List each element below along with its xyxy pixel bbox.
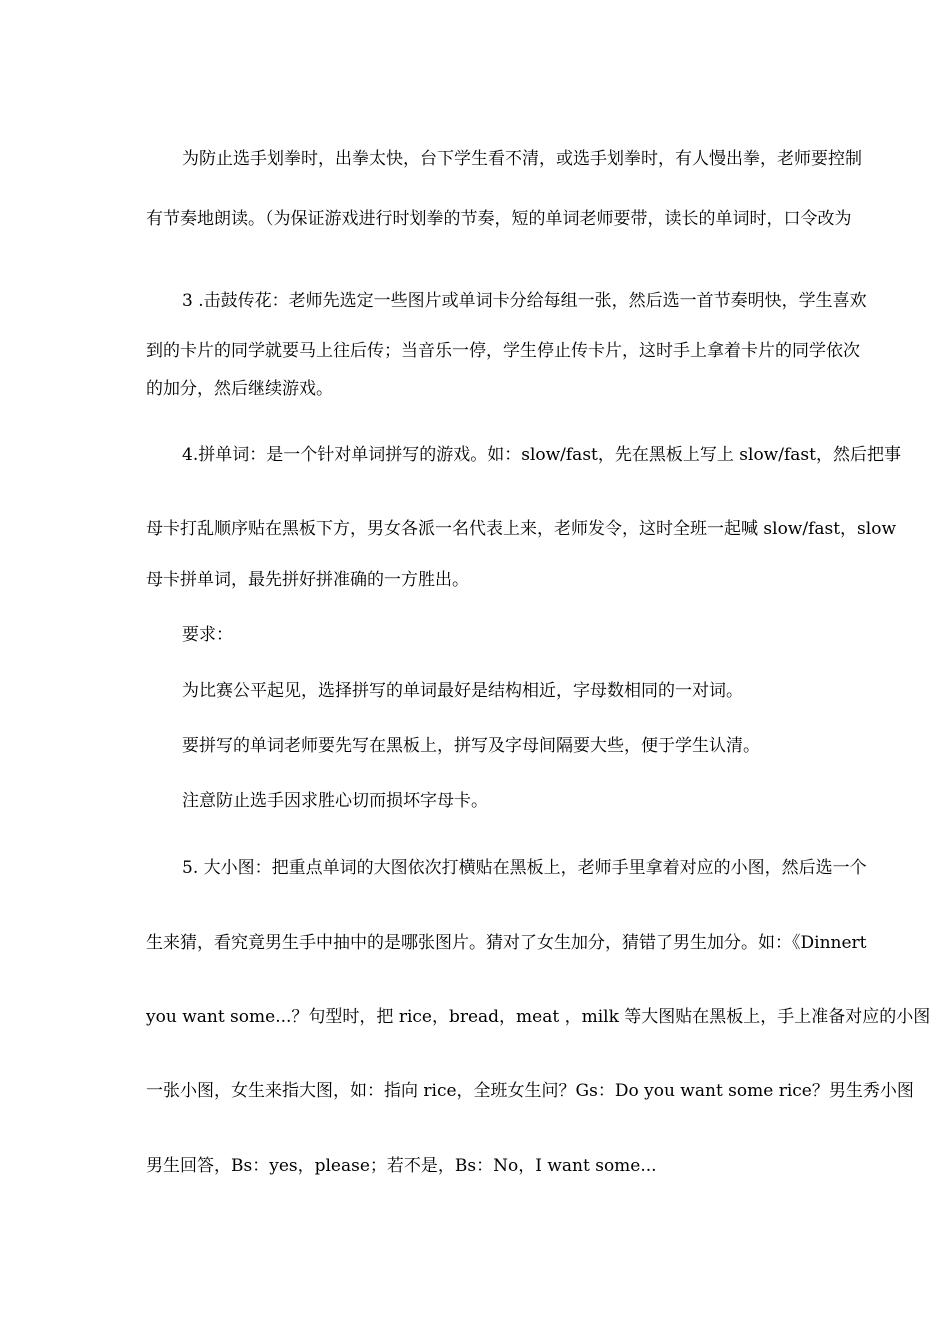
paragraph-line: 5. 大小图：把重点单词的大图依次打横贴在黑板上，老师手里拿着对应的小图，然后选一个 — [182, 858, 867, 878]
paragraph-line: 到的卡片的同学就要马上往后传；当音乐一停，学生停止传卡片，这时手上拿着卡片的同学依次 — [146, 341, 860, 361]
paragraph-line: 有节奏地朗读。（为保证游戏进行时划拳的节奏，短的单词老师要带，读长的单词时，口令改为 — [146, 209, 852, 229]
paragraph-line: 3 .击鼓传花：老师先选定一些图片或单词卡分给每组一张，然后选一首节奏明快，学生喜欢 — [182, 291, 867, 311]
paragraph-line: 母卡打乱顺序贴在黑板下方，男女各派一名代表上来，老师发令，这时全班一起喊 slow/fast，slow — [146, 519, 897, 539]
paragraph-line: 4.拼单词：是一个针对单词拼写的游戏。如：slow/fast，先在黑板上写上 slow/fast，然后把事 — [182, 445, 901, 465]
paragraph-line: 男生回答，Bs：yes，please；若不是，Bs：No，I want some... — [146, 1156, 657, 1176]
paragraph-line: 一张小图，女生来指大图，如：指向 rice，全班女生问？Gs：Do you want some rice？男生秀小图 — [146, 1081, 914, 1101]
paragraph-line: 注意防止选手因求胜心切而损坏字母卡。 — [182, 791, 488, 811]
paragraph-line: 为防止选手划拳时，出拳太快，台下学生看不清，或选手划拳时，有人慢出拳，老师要控制 — [182, 149, 862, 169]
paragraph-line: 要拼写的单词老师要先写在黑板上，拼写及字母间隔要大些，便于学生认清。 — [182, 736, 760, 756]
paragraph-line: 的加分，然后继续游戏。 — [146, 379, 333, 399]
paragraph-line: 为比赛公平起见，选择拼写的单词最好是结构相近，字母数相同的一对词。 — [182, 681, 743, 701]
paragraph-line: 生来猜，看究竟男生手中抽中的是哪张图片。猜对了女生加分，猜错了男生加分。如：《Dinnert — [146, 933, 867, 953]
paragraph-line: 母卡拼单词，最先拼好拼准确的一方胜出。 — [146, 570, 469, 590]
paragraph-line: 要求： — [182, 625, 233, 645]
paragraph-line: you want some...？句型时，把 rice，bread，meat ，milk 等大图贴在黑板上，手上准备对应的小图 — [146, 1007, 931, 1027]
